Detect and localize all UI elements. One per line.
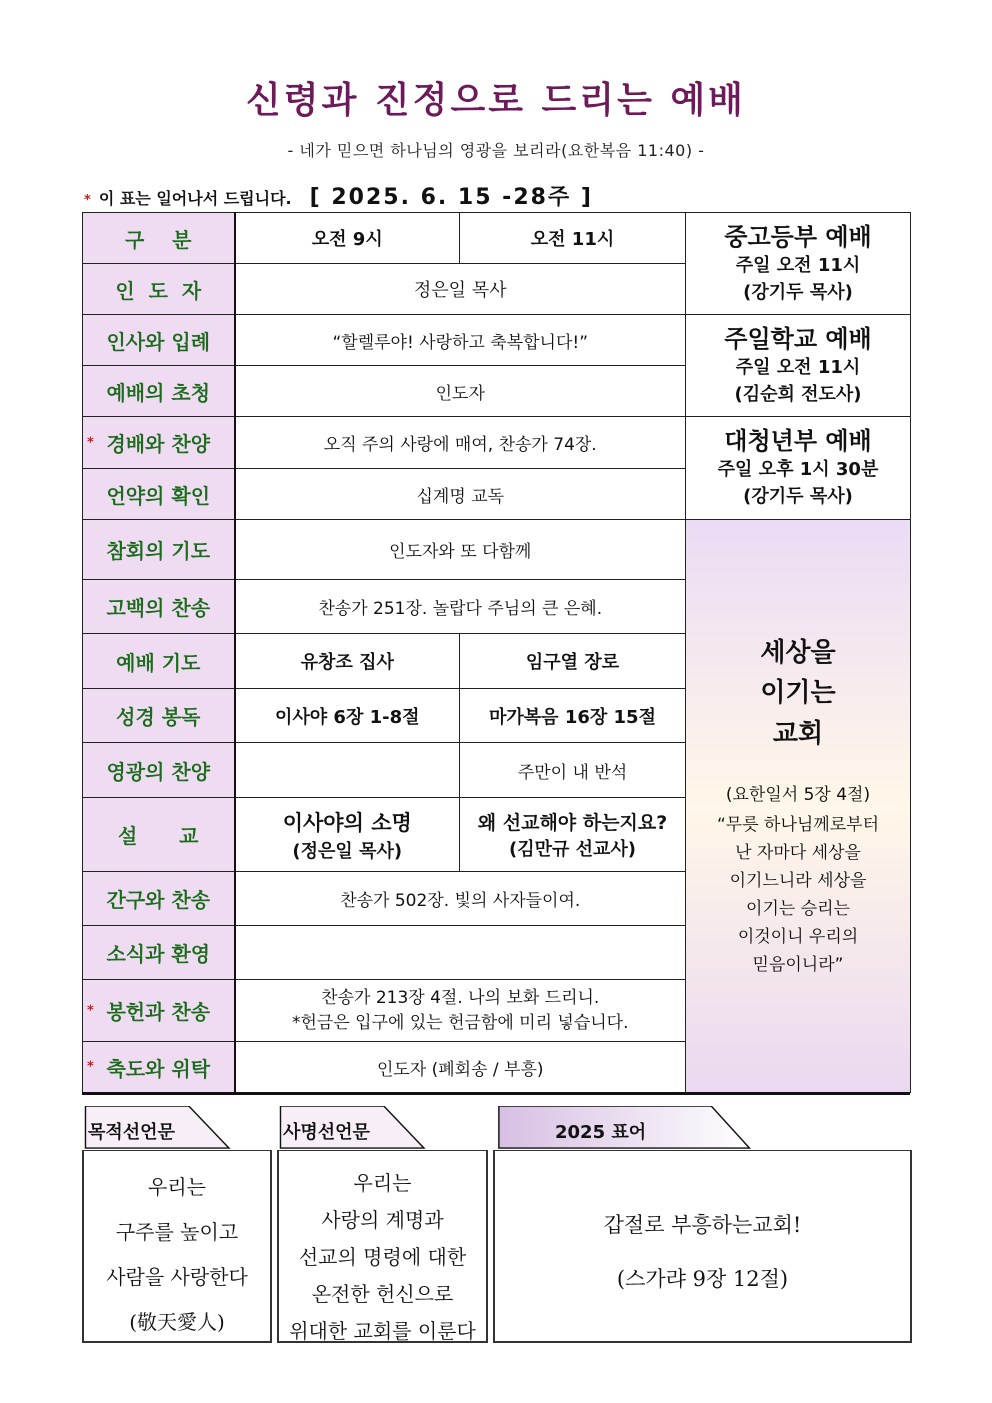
table-row bbox=[83, 213, 911, 264]
row-value: 오직 주의 사랑에 매여, 찬송가 74장. bbox=[235, 417, 686, 469]
star-mark: * bbox=[84, 193, 91, 208]
row-value: 찬송가 251장. 놀랍다 주님의 큰 은혜. bbox=[235, 580, 686, 634]
row-value: 인도자 bbox=[235, 366, 686, 417]
row-value bbox=[235, 926, 686, 980]
row-label: 참회의 기도 bbox=[83, 520, 235, 580]
motto-tab: 2025 표어 bbox=[493, 1106, 763, 1150]
service-time-11: 오전 11시 bbox=[460, 213, 686, 264]
purpose-tab: 목적선언문 bbox=[82, 1106, 242, 1150]
mission-box: 우리는 사랑의 계명과 선교의 명령에 대한 온전한 헌신으로 위대한 교회를 이룬다 bbox=[277, 1150, 488, 1343]
motto-box: 갑절로 부흥하는교회! (스가랴 9장 12절) bbox=[493, 1150, 912, 1343]
row-label: 예배 기도 bbox=[83, 634, 235, 689]
table-row bbox=[83, 417, 911, 469]
row-value: “할렐루야! 사랑하고 축복합니다!” bbox=[235, 315, 686, 366]
row-label: 언약의 확인 bbox=[83, 469, 235, 520]
page-subtitle: - 네가 믿으면 하나님의 영광을 보리라(요한복음 11:40) - bbox=[287, 141, 705, 160]
glory-11: 주만이 내 반석 bbox=[460, 743, 686, 798]
scripture-9: 이사야 6장 1-8절 bbox=[235, 689, 460, 743]
service-date: [ 2025. 6. 15 -28주 ] bbox=[309, 185, 593, 210]
sermon-11: 왜 선교해야 하는지요? (김만규 선교사) bbox=[460, 798, 686, 872]
row-label: * 봉헌과 찬송 bbox=[83, 980, 235, 1042]
row-label: 간구와 찬송 bbox=[83, 872, 235, 926]
row-label: 고백의 찬송 bbox=[83, 580, 235, 634]
row-label: 소식과 환영 bbox=[83, 926, 235, 980]
service-time-9: 오전 9시 bbox=[235, 213, 460, 264]
worship-order-table bbox=[82, 212, 911, 1093]
mission-tab: 사명선언문 bbox=[277, 1106, 437, 1150]
prayer-9: 유창조 집사 bbox=[235, 634, 460, 689]
offering-value: 찬송가 213장 4절. 나의 보화 드리니. *헌금은 입구에 있는 헌금함에 미리 넣습니다. bbox=[235, 980, 686, 1042]
leader-value: 정은일 목사 bbox=[235, 264, 686, 315]
scripture-11: 마가복음 16장 15절 bbox=[460, 689, 686, 743]
row-label: 영광의 찬양 bbox=[83, 743, 235, 798]
divider bbox=[82, 1092, 910, 1095]
row-label: 구 분 bbox=[83, 213, 235, 264]
row-value: 인도자와 또 다함께 bbox=[235, 520, 686, 580]
sermon-9: 이사야의 소명 (정은일 목사) bbox=[235, 798, 460, 872]
row-value: 인도자 (폐회송 / 부흥) bbox=[235, 1042, 686, 1093]
prayer-11: 임구열 장로 bbox=[460, 634, 686, 689]
page-title: 신령과 진정으로 드리는 예배 bbox=[246, 80, 746, 121]
notice-text: 이 표는 일어나서 드립니다. bbox=[98, 189, 292, 208]
side-service-young-adults: 대청년부 예배 주일 오후 1시 30분 (강기두 목사) bbox=[686, 417, 911, 520]
side-service-sunday-school: 주일학교 예배 주일 오전 11시 (김순희 전도사) bbox=[686, 315, 911, 417]
glory-9 bbox=[235, 743, 460, 798]
row-label: 성경 봉독 bbox=[83, 689, 235, 743]
row-label: 예배의 초청 bbox=[83, 366, 235, 417]
theme-panel bbox=[686, 520, 911, 1093]
row-value: 십계명 교독 bbox=[235, 469, 686, 520]
row-value: 찬송가 502장. 빛의 사자들이여. bbox=[235, 872, 686, 926]
theme-verse: “무릇 하나님께로부터 난 자마다 세상을 이기느니라 세상을 이기는 승리는 이것이니 우리의 믿음이니라” bbox=[716, 814, 879, 976]
side-service-youth: 중고등부 예배 주일 오전 11시 (강기두 목사) bbox=[686, 213, 911, 315]
purpose-box: 우리는 구주를 높이고 사람을 사랑한다 (敬天愛人) bbox=[82, 1150, 272, 1343]
table-row bbox=[83, 315, 911, 366]
row-label: 인사와 입례 bbox=[83, 315, 235, 366]
row-label: 설 교 bbox=[83, 798, 235, 872]
standing-notice bbox=[84, 180, 593, 211]
theme-title: 세상을 이기는 교회 bbox=[760, 637, 836, 749]
row-label: * 축도와 위탁 bbox=[83, 1042, 235, 1093]
row-label: 인 도 자 bbox=[83, 264, 235, 315]
table-row bbox=[83, 520, 911, 580]
theme-reference: (요한일서 5장 4절) bbox=[725, 784, 871, 805]
row-label: * 경배와 찬양 bbox=[83, 417, 235, 469]
